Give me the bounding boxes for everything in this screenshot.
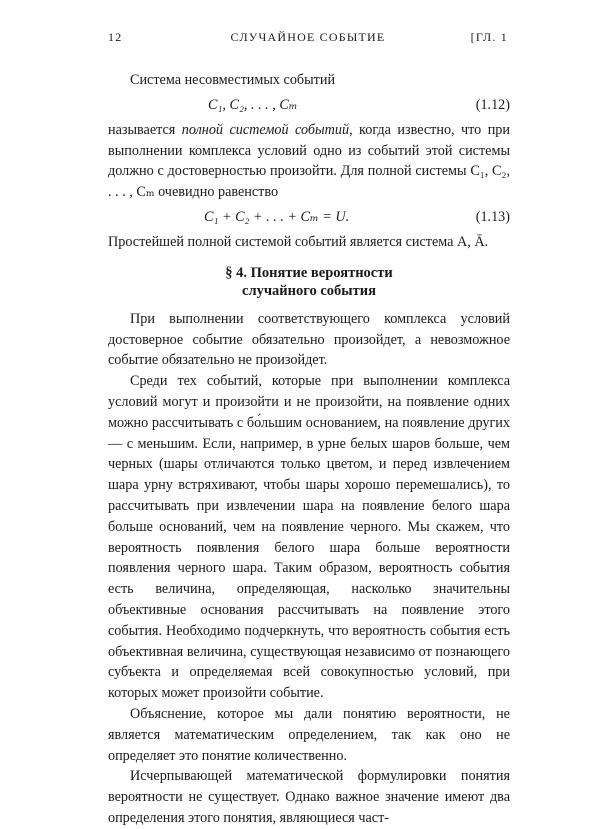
paragraph: При выполнении соответствующего комплекса условий достоверное событие обязательно произойдет, а невозможное событие обязательно не произойдет. <box>108 310 510 369</box>
equation-formula: C₁, C₂, . . . , Cₘ <box>208 96 298 113</box>
defined-term: полной системой событий <box>181 121 350 138</box>
chapter-label: [ГЛ. 1 <box>470 30 508 44</box>
page-number: 12 <box>108 30 123 44</box>
paragraph: Среди тех событий, которые при выполнении комплекса условий могут и произойти и не произойти, на появление одних можно рассчитывать с бо́льшим основанием, на появление других — с меньшим. Если, например, в урне белых шаров больше, чем черных (шары отличаются только цветом, и перед извлечением шара урну встряхивают, чтобы шары хорошо перемешались), то рассчитывать при извлечении шара на появление белого шара больше оснований, чем на появление черного. Мы скажем, что вероятность появления белого шара больше вероятности появления черного шара. Таким образом, вероятность события есть величина, определяющая, насколько значительны объективные основания рассчитывать на появление этого события. Необходимо подчеркнуть, что вероятность события есть объективная величина, существующая независимо от познающего субъекта и определяемая всей совокупностью условий, при которых может произойти событие. <box>108 373 510 702</box>
text-run: называется <box>108 121 182 138</box>
page-header <box>108 30 508 48</box>
section-heading <box>108 264 510 300</box>
page-body <box>108 70 510 829</box>
paragraph: Объяснение, которое мы дали понятию вероятности, не является математическим определением, так как оно не определяет это понятие количественно. <box>108 705 510 764</box>
equation-number: (1.13) <box>475 208 510 225</box>
section-heading-line: случайного события <box>242 282 376 299</box>
equation-1-12 <box>108 91 510 120</box>
paragraph-intro: Система несовместимых событий <box>130 72 336 88</box>
paragraph-definition <box>108 120 510 203</box>
text-run: , когда известно, что при выполнении комплекса условий одно из событий этой системы должно с достоверностью произойти. Для полной системы C₁, C₂, . . . , Cₘ очевидно равенство <box>108 121 510 201</box>
equation-number: (1.12) <box>475 96 510 113</box>
section-heading-line: § 4. Понятие вероятности <box>225 264 393 281</box>
equation-1-13 <box>108 203 510 232</box>
paragraph: Исчерпывающей математической формулировки понятия вероятности не существует. Однако важное значение имеют два определения этого понятия, являющиеся част- <box>108 768 510 826</box>
running-title: СЛУЧАЙНОЕ СОБЫТИЕ <box>230 30 386 44</box>
paragraph-simplest-system: Простейшей полной системой событий является система A, Ā. <box>108 233 489 250</box>
equation-formula: C₁ + C₂ + . . . + Cₘ = U. <box>204 208 350 225</box>
